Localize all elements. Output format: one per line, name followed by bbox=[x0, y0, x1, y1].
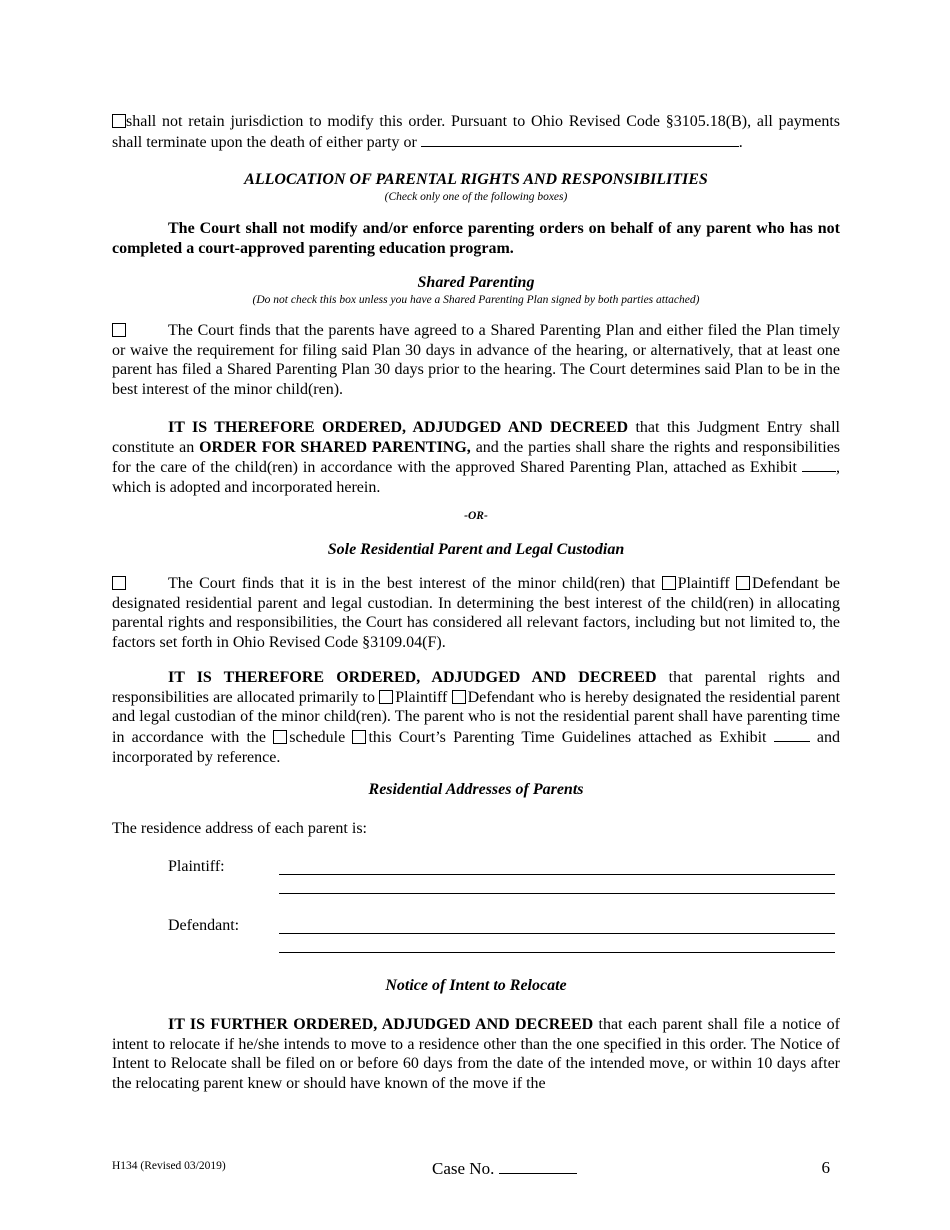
shared-exhibit-blank[interactable] bbox=[802, 457, 836, 472]
allocation-note: (Check only one of the following boxes) bbox=[384, 191, 568, 203]
sole-finding-paragraph: The Court finds that it is in the best interest of the minor child(ren) that Plaintiff Defendant be designated residential parent and legal custodian. In determining the best interest of the child(ren) in allocating parental rights and responsibilities, the Court has considered all relevant factors, including but not limited to, the factors set forth in Ohio Revised Code §3109.04(F). bbox=[112, 575, 840, 652]
continuation-text: shall not retain jurisdiction to modify this order. Pursuant to Ohio Revised Code §3105.18(B), all payments shall terminate upon the death of either party or bbox=[112, 113, 840, 151]
defendant-address-line-1[interactable] bbox=[279, 933, 835, 934]
guidelines-checkbox[interactable] bbox=[352, 730, 366, 744]
case-number-blank[interactable] bbox=[499, 1158, 577, 1174]
shared-parenting-checkbox[interactable] bbox=[112, 323, 126, 337]
or-separator: -OR- bbox=[464, 510, 488, 522]
shared-order-paragraph: IT IS THEREFORE ORDERED, ADJUDGED AND DECREED that this Judgment Entry shall constitute an ORDER FOR SHARED PARENTING, and the parties shall share the rights and responsibilities for the care of the child(ren) in accordance with the approved Shared Parenting Plan, attached as Exhibit , which is adopted and incorporated herein. bbox=[112, 419, 841, 497]
relocate-heading: Notice of Intent to Relocate bbox=[385, 977, 567, 994]
relocate-paragraph: IT IS FURTHER ORDERED, ADJUDGED AND DECREED that each parent shall file a notice of intent to relocate if he/she intends to move to a residence other than the one specified in this order. The Notice of Intent to Relocate shall be filed on or before 60 days from the date of the intended move, or within 10 days after the relocating parent knew or should have known of the move if the bbox=[112, 1016, 840, 1093]
plaintiff-address-line-1[interactable] bbox=[279, 874, 835, 875]
residence-intro: The residence address of each parent is: bbox=[112, 820, 367, 837]
sole-custodian-checkbox[interactable] bbox=[112, 576, 126, 590]
shared-parenting-note: (Do not check this box unless you have a Shared Parenting Plan signed by both parties attached) bbox=[252, 294, 700, 306]
retain-jurisdiction-checkbox[interactable] bbox=[112, 114, 126, 128]
sole-order-paragraph: IT IS THEREFORE ORDERED, ADJUDGED AND DECREED that parental rights and responsibilities are allocated primarily to Plaintiff Defendant who is hereby designated the residential parent and legal custodian of the minor child(ren). The parent who is not the residential parent shall have parenting time in accordance with the schedule this Court’s Parenting Time Guidelines attached as Exhibit and incorporated by reference. bbox=[112, 669, 841, 766]
address-block bbox=[112, 858, 840, 968]
plaintiff-address-label: Plaintiff: bbox=[168, 858, 225, 875]
allocated-plaintiff-checkbox[interactable] bbox=[379, 690, 393, 704]
sole-custodian-heading: Sole Residential Parent and Legal Custodian bbox=[327, 541, 625, 558]
residential-heading: Residential Addresses of Parents bbox=[368, 781, 584, 798]
defendant-address-line-2[interactable] bbox=[279, 952, 835, 953]
page-footer bbox=[112, 1158, 830, 1182]
finding-defendant-checkbox[interactable] bbox=[736, 576, 750, 590]
finding-plaintiff-checkbox[interactable] bbox=[662, 576, 676, 590]
defendant-address-label: Defendant: bbox=[168, 917, 240, 934]
shared-finding-paragraph: The Court finds that the parents have agreed to a Shared Parenting Plan and either filed the Plan timely or waive the requirement for filing said Plan 30 days in advance of the hearing, or alternatively, that at least one parent has filed a Shared Parenting Plan 30 days prior to the hearing. The Court determines said Plan to be in the best interest of the minor child(ren). bbox=[112, 322, 840, 399]
shared-parenting-heading: Shared Parenting bbox=[417, 274, 535, 291]
allocated-defendant-checkbox[interactable] bbox=[452, 690, 466, 704]
page-number: 6 bbox=[821, 1158, 830, 1177]
case-number: Case No. bbox=[432, 1158, 577, 1179]
allocation-heading: ALLOCATION OF PARENTAL RIGHTS AND RESPONSIBILITIES bbox=[244, 171, 708, 188]
continuation-paragraph: shall not retain jurisdiction to modify this order. Pursuant to Ohio Revised Code §3105.18(B), all payments shall terminate upon the death of either party or . bbox=[112, 113, 840, 151]
schedule-checkbox[interactable] bbox=[273, 730, 287, 744]
plaintiff-address-line-2[interactable] bbox=[279, 893, 835, 894]
death-condition-blank[interactable] bbox=[421, 132, 739, 147]
sole-exhibit-blank[interactable] bbox=[774, 727, 810, 742]
education-notice: The Court shall not modify and/or enforce parenting orders on behalf of any parent who has not completed a court-approved parenting education program. bbox=[112, 220, 840, 257]
form-id: H134 (Revised 03/2019) bbox=[112, 1160, 226, 1172]
